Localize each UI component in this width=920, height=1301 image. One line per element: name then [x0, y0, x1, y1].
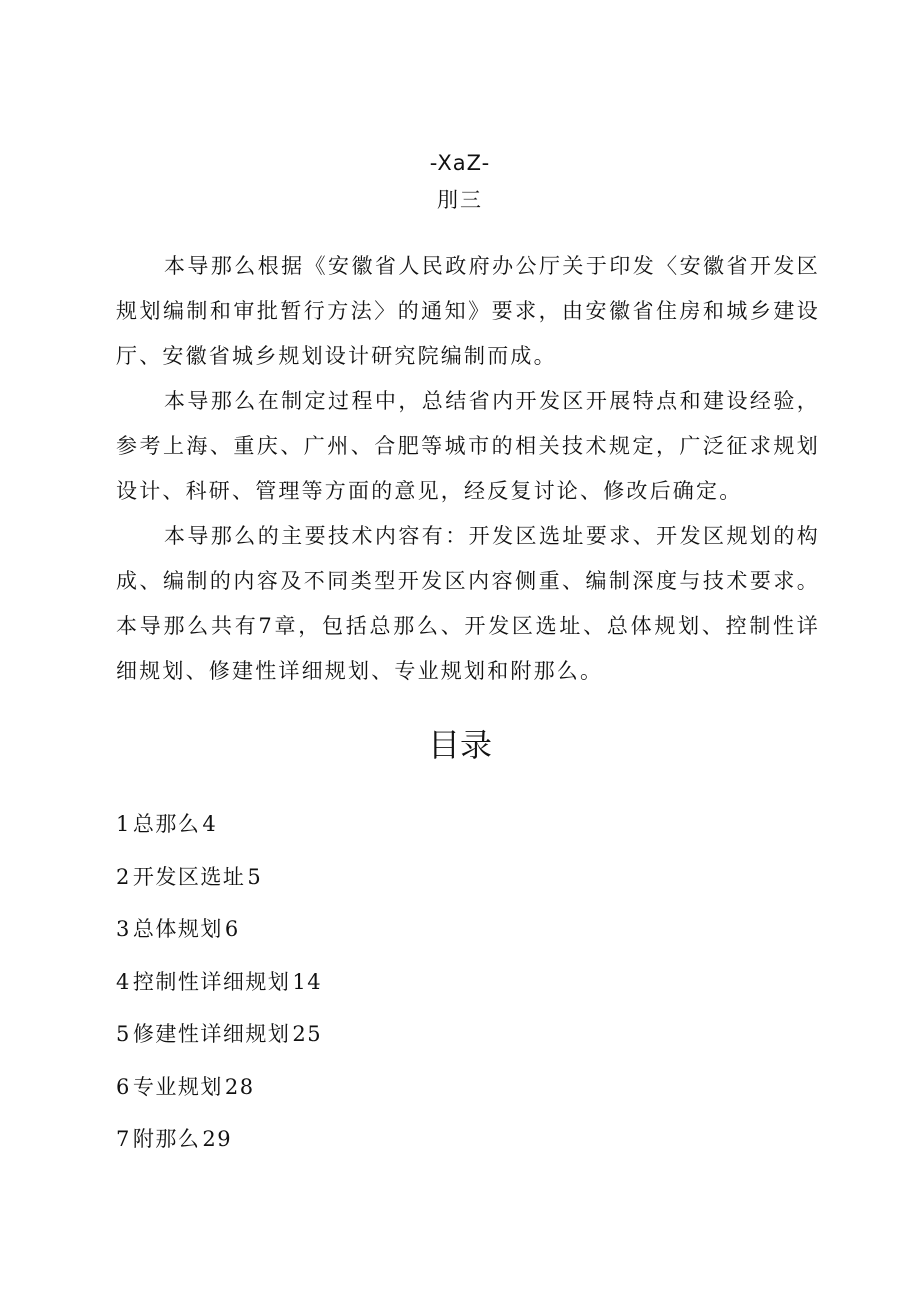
- preface-paragraph: 本导那么的主要技术内容有：开发区选址要求、开发区规划的构成、编制的内容及不同类型开发区内容侧重、编制深度与技术要求。本导那么共有7章，包括总那么、开发区选址、总体规划、控制性详细规划、修建性详细规划、专业规划和附那么。: [116, 524, 820, 683]
- toc-item-page: 25: [292, 1022, 323, 1046]
- toc-item-page: 28: [224, 1074, 255, 1099]
- toc-item-number: 4: [116, 969, 131, 994]
- toc-item-number: 3: [116, 917, 131, 941]
- toc-item-title: 附那么: [132, 1127, 201, 1151]
- toc-item-number: 7: [116, 1127, 131, 1151]
- toc-item-page: 14: [292, 969, 323, 994]
- toc-item[interactable]: [116, 1121, 716, 1174]
- toc-item-number: 2: [116, 864, 131, 889]
- toc-item-title: 控制性详细规划: [132, 969, 291, 994]
- toc-item-page: 5: [247, 864, 263, 889]
- toc-item[interactable]: [116, 859, 716, 912]
- toc-heading: 目录: [427, 726, 492, 764]
- toc-item-title: 总体规划: [132, 917, 223, 941]
- preface-paragraph: 本导那么根据《安徽省人民政府办公厅关于印发〈安徽省开发区规划编制和审批暂行方法〉的通知》要求，由安徽省住房和城乡建设厅、安徽省城乡规划设计研究院编制而成。: [116, 254, 820, 368]
- toc-item-page: 4: [202, 812, 218, 836]
- toc-item[interactable]: [116, 911, 716, 964]
- preface-body: [116, 244, 820, 694]
- toc-item[interactable]: [116, 806, 716, 859]
- preface-paragraph: 本导那么在制定过程中，总结省内开发区开展特点和建设经验，参考上海、重庆、广州、合肥等城市的相关技术规定，广泛征求规划设计、科研、管理等方面的意见，经反复讨论、修改后确定。: [116, 389, 820, 503]
- toc-item-title: 开发区选址: [132, 864, 246, 889]
- toc-item-title: 总那么: [132, 812, 201, 836]
- toc-item-number: 1: [116, 812, 131, 836]
- page-header-code: -XaZ-: [429, 151, 491, 175]
- toc-item-number: 6: [116, 1074, 131, 1099]
- toc-item[interactable]: [116, 1069, 716, 1122]
- toc-item-title: 专业规划: [132, 1074, 223, 1099]
- table-of-contents: [116, 806, 716, 1174]
- toc-item-page: 6: [224, 917, 240, 941]
- toc-item-title: 修建性详细规划: [132, 1022, 291, 1046]
- preface-title: 刖三: [437, 188, 483, 212]
- toc-item-number: 5: [116, 1022, 131, 1046]
- toc-item-page: 29: [202, 1127, 233, 1151]
- toc-item[interactable]: [116, 1016, 716, 1069]
- toc-item[interactable]: [116, 964, 716, 1017]
